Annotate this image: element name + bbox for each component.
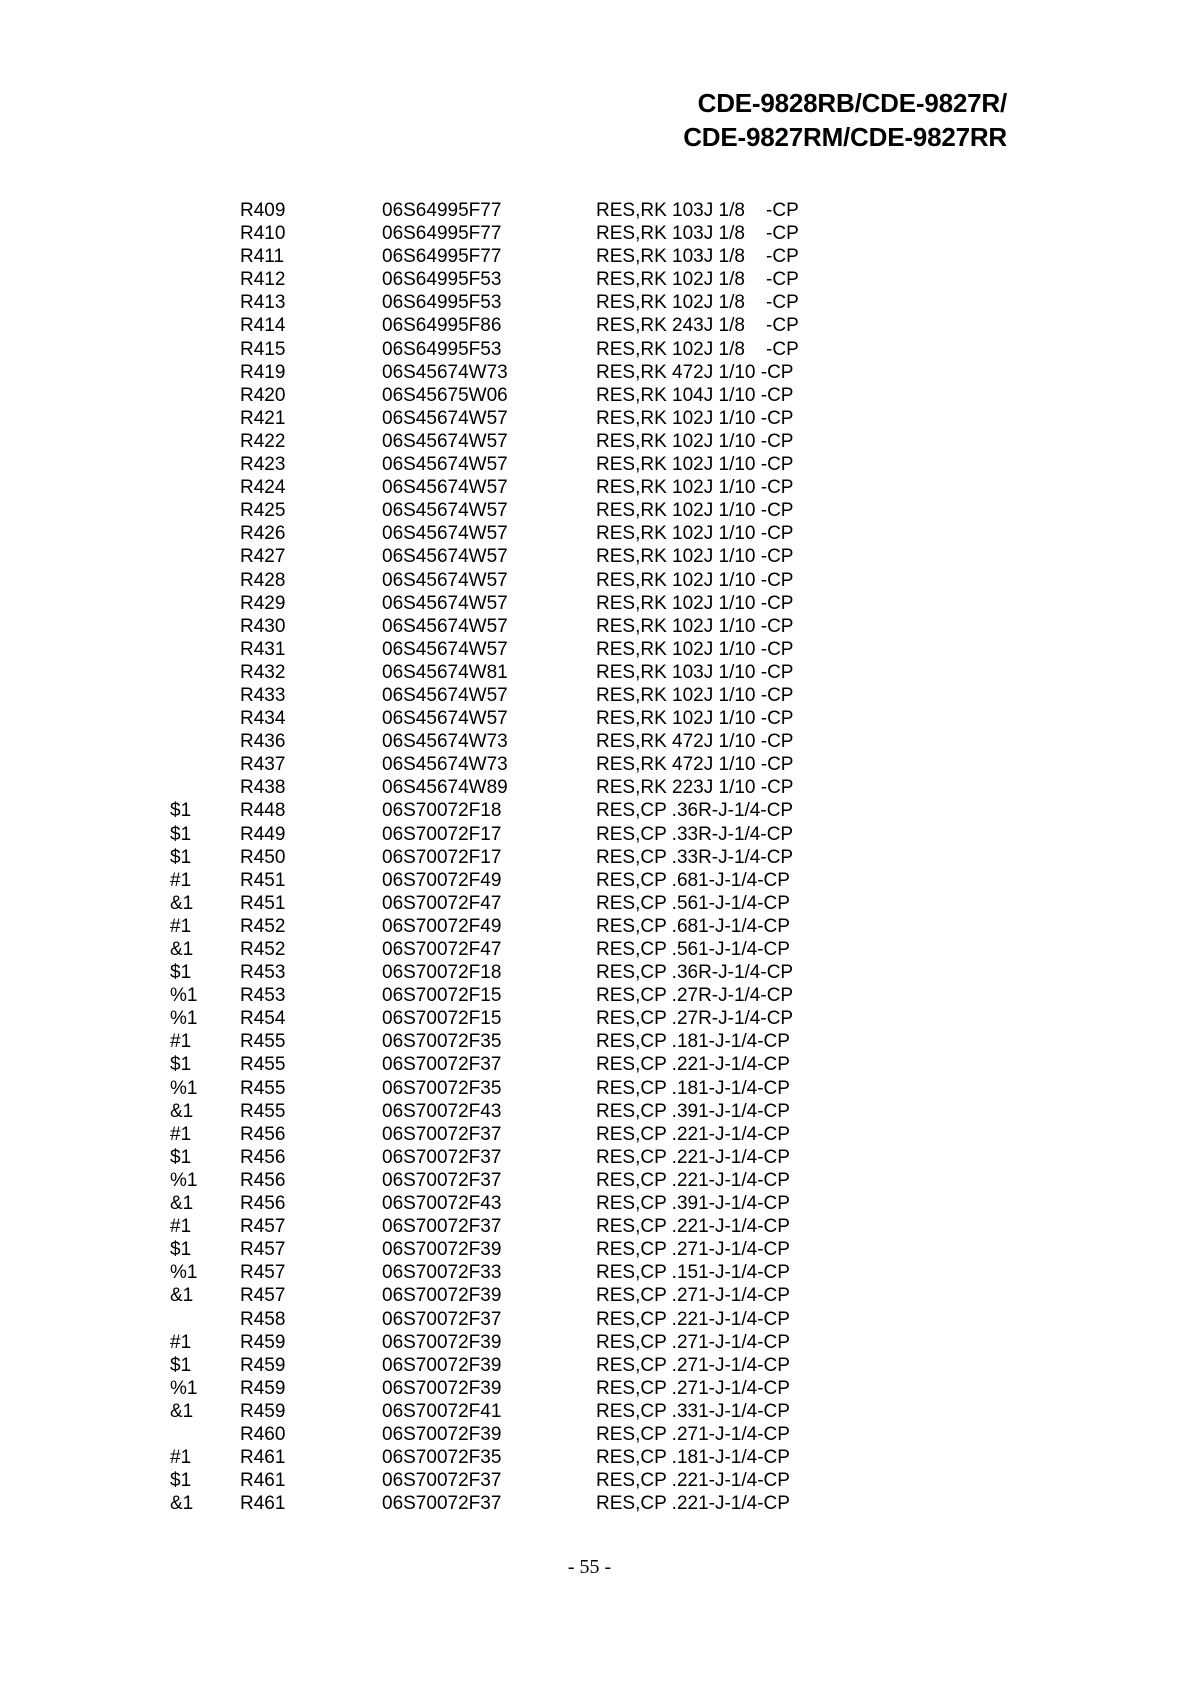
part-number: 06S45674W57 [382, 638, 508, 660]
mark-code: &1 [170, 892, 194, 914]
parts-row [0, 569, 1179, 592]
ref-designator: R451 [240, 869, 286, 891]
parts-row [0, 753, 1179, 776]
ref-designator: R457 [240, 1239, 286, 1261]
part-number: 06S70072F39 [382, 1423, 502, 1445]
ref-designator: R413 [240, 292, 286, 314]
ref-designator: R414 [240, 315, 286, 337]
parts-row [0, 361, 1179, 384]
parts-row [0, 638, 1179, 661]
part-description: RES,RK 102J 1/10 -CP [596, 523, 794, 545]
mark-code: %1 [170, 985, 198, 1007]
parts-row [0, 1423, 1179, 1446]
ref-designator: R428 [240, 569, 286, 591]
ref-designator: R456 [240, 1123, 286, 1145]
parts-row [0, 961, 1179, 984]
parts-row [0, 1331, 1179, 1354]
parts-row [0, 823, 1179, 846]
mark-code: #1 [170, 1123, 192, 1145]
part-number: 06S45674W57 [382, 454, 508, 476]
part-description: RES,CP .221-J-1/4-CP [596, 1493, 790, 1515]
part-description: RES,RK 102J 1/10 -CP [596, 546, 794, 568]
ref-designator: R449 [240, 823, 286, 845]
parts-row [0, 476, 1179, 499]
part-number: 06S70072F39 [382, 1377, 502, 1399]
parts-row [0, 1007, 1179, 1030]
parts-row [0, 707, 1179, 730]
part-description: RES,RK 102J 1/10 -CP [596, 615, 794, 637]
parts-row [0, 384, 1179, 407]
ref-designator: R459 [240, 1377, 286, 1399]
part-number: 06S45674W81 [382, 661, 508, 683]
part-number: 06S70072F41 [382, 1400, 502, 1422]
mark-code: $1 [170, 1054, 192, 1076]
ref-designator: R434 [240, 708, 286, 730]
part-description: RES,RK 102J 1/8 -CP [596, 292, 799, 314]
mark-code: %1 [170, 1077, 198, 1099]
part-description: RES,CP .221-J-1/4-CP [596, 1169, 790, 1191]
parts-row [0, 1400, 1179, 1423]
part-description: RES,RK 102J 1/10 -CP [596, 708, 794, 730]
part-number: 06S64995F77 [382, 200, 502, 221]
part-description: RES,CP .36R-J-1/4-CP [596, 800, 794, 822]
parts-row [0, 938, 1179, 961]
part-description: RES,CP .391-J-1/4-CP [596, 1100, 790, 1122]
ref-designator: R460 [240, 1423, 286, 1445]
parts-row [0, 1469, 1179, 1492]
ref-designator: R426 [240, 523, 286, 545]
mark-code: #1 [170, 1031, 192, 1053]
part-description: RES,RK 472J 1/10 -CP [596, 731, 794, 753]
ref-designator: R456 [240, 1169, 286, 1191]
part-number: 06S45674W73 [382, 754, 508, 776]
part-number: 06S64995F53 [382, 292, 502, 314]
parts-row [0, 661, 1179, 684]
parts-row [0, 1053, 1179, 1076]
mark-code: %1 [170, 1377, 198, 1399]
parts-row [0, 430, 1179, 453]
parts-row [0, 314, 1179, 337]
ref-designator: R433 [240, 684, 286, 706]
parts-row [0, 1238, 1179, 1261]
part-number: 06S70072F49 [382, 915, 502, 937]
parts-row [0, 199, 1179, 222]
parts-row [0, 730, 1179, 753]
part-description: RES,CP .33R-J-1/4-CP [596, 823, 794, 845]
part-description: RES,RK 102J 1/10 -CP [596, 684, 794, 706]
part-description: RES,CP .221-J-1/4-CP [596, 1146, 790, 1168]
mark-code: #1 [170, 1331, 192, 1353]
part-description: RES,CP .36R-J-1/4-CP [596, 962, 794, 984]
ref-designator: R450 [240, 846, 286, 868]
part-number: 06S64995F53 [382, 338, 502, 360]
part-number: 06S45674W73 [382, 361, 508, 383]
parts-row [0, 869, 1179, 892]
part-description: RES,CP .181-J-1/4-CP [596, 1077, 790, 1099]
mark-code: $1 [170, 1470, 192, 1492]
ref-designator: R457 [240, 1262, 286, 1284]
parts-row [0, 1284, 1179, 1307]
parts-row [0, 1077, 1179, 1100]
ref-designator: R420 [240, 384, 286, 406]
ref-designator: R427 [240, 546, 286, 568]
mark-code: &1 [170, 1193, 194, 1215]
document-header [683, 86, 1007, 154]
mark-code: $1 [170, 1146, 192, 1168]
ref-designator: R432 [240, 661, 286, 683]
part-number: 06S45674W89 [382, 777, 508, 799]
mark-code: %1 [170, 1169, 198, 1191]
parts-row [0, 1354, 1179, 1377]
part-description: RES,RK 103J 1/10 -CP [596, 661, 794, 683]
ref-designator: R457 [240, 1285, 286, 1307]
part-number: 06S70072F37 [382, 1169, 502, 1191]
part-number: 06S70072F47 [382, 939, 502, 960]
part-number: 06S45675W06 [382, 384, 508, 406]
parts-row [0, 1492, 1179, 1515]
parts-row [0, 915, 1179, 938]
part-description: RES,RK 102J 1/10 -CP [596, 638, 794, 660]
parts-row [0, 1146, 1179, 1169]
mark-code: &1 [170, 1285, 194, 1307]
part-number: 06S70072F33 [382, 1262, 502, 1284]
part-number: 06S45674W57 [382, 592, 508, 614]
parts-row [0, 1446, 1179, 1469]
part-number: 06S45674W57 [382, 708, 508, 730]
ref-designator: R430 [240, 615, 286, 637]
part-number: 06S45674W73 [382, 731, 508, 753]
ref-designator: R453 [240, 962, 286, 984]
ref-designator: R459 [240, 1331, 286, 1353]
parts-list [0, 199, 1179, 1515]
part-number: 06S70072F15 [382, 985, 502, 1007]
ref-designator: R419 [240, 361, 286, 383]
part-number: 06S45674W57 [382, 500, 508, 522]
mark-code: #1 [170, 1447, 192, 1469]
part-description: RES,RK 102J 1/10 -CP [596, 454, 794, 476]
parts-row [0, 1100, 1179, 1123]
part-number: 06S70072F17 [382, 823, 502, 845]
parts-row [0, 799, 1179, 822]
mark-code: $1 [170, 800, 192, 822]
part-description: RES,CP .151-J-1/4-CP [596, 1262, 790, 1284]
ref-designator: R437 [240, 754, 286, 776]
mark-code: #1 [170, 869, 192, 891]
mark-code: $1 [170, 823, 192, 845]
part-description: RES,RK 104J 1/10 -CP [596, 384, 794, 406]
part-description: RES,RK 472J 1/10 -CP [596, 754, 794, 776]
part-description: RES,RK 102J 1/8 -CP [596, 269, 799, 291]
part-description: RES,RK 223J 1/10 -CP [596, 777, 794, 799]
ref-designator: R457 [240, 1216, 286, 1238]
part-description: RES,CP .561-J-1/4-CP [596, 892, 790, 914]
part-description: RES,CP .271-J-1/4-CP [596, 1239, 790, 1261]
parts-row [0, 407, 1179, 430]
part-description: RES,CP .681-J-1/4-CP [596, 915, 790, 937]
parts-row [0, 499, 1179, 522]
ref-designator: R415 [240, 338, 286, 360]
part-number: 06S64995F86 [382, 315, 502, 337]
ref-designator: R448 [240, 800, 286, 822]
ref-designator: R429 [240, 592, 286, 614]
ref-designator: R436 [240, 731, 286, 753]
part-description: RES,CP .391-J-1/4-CP [596, 1193, 790, 1215]
part-description: RES,RK 102J 1/10 -CP [596, 407, 794, 429]
part-number: 06S70072F49 [382, 869, 502, 891]
parts-row [0, 846, 1179, 869]
mark-code: $1 [170, 1239, 192, 1261]
part-number: 06S70072F17 [382, 846, 502, 868]
mark-code: &1 [170, 1400, 194, 1422]
part-description: RES,RK 103J 1/8 -CP [596, 246, 799, 268]
ref-designator: R461 [240, 1470, 286, 1492]
part-number: 06S70072F39 [382, 1354, 502, 1376]
part-description: RES,RK 102J 1/10 -CP [596, 430, 794, 452]
part-description: RES,CP .561-J-1/4-CP [596, 939, 790, 960]
model-title-line-1: CDE-9828RB/CDE-9827R/ [697, 88, 1007, 118]
part-description: RES,CP .271-J-1/4-CP [596, 1285, 790, 1307]
parts-row [0, 222, 1179, 245]
parts-row [0, 522, 1179, 545]
ref-designator: R455 [240, 1054, 286, 1076]
ref-designator: R424 [240, 477, 286, 499]
part-number: 06S70072F18 [382, 962, 502, 984]
part-number: 06S70072F43 [382, 1193, 502, 1215]
model-title-line-2: CDE-9827RM/CDE-9827RR [683, 122, 1007, 152]
ref-designator: R456 [240, 1193, 286, 1215]
ref-designator: R425 [240, 500, 286, 522]
part-number: 06S64995F77 [382, 246, 502, 268]
parts-row [0, 1308, 1179, 1331]
part-number: 06S45674W57 [382, 615, 508, 637]
ref-designator: R422 [240, 430, 286, 452]
ref-designator: R409 [240, 200, 286, 221]
part-number: 06S70072F37 [382, 1054, 502, 1076]
part-number: 06S70072F37 [382, 1493, 502, 1515]
part-description: RES,RK 102J 1/10 -CP [596, 500, 794, 522]
part-number: 06S45674W57 [382, 684, 508, 706]
mark-code: &1 [170, 1100, 194, 1122]
ref-designator: R421 [240, 407, 286, 429]
part-number: 06S70072F47 [382, 892, 502, 914]
parts-row [0, 615, 1179, 638]
part-description: RES,CP .271-J-1/4-CP [596, 1423, 790, 1445]
part-number: 06S70072F35 [382, 1447, 502, 1469]
parts-row [0, 892, 1179, 915]
part-description: RES,CP .221-J-1/4-CP [596, 1216, 790, 1238]
ref-designator: R455 [240, 1077, 286, 1099]
part-description: RES,CP .681-J-1/4-CP [596, 869, 790, 891]
ref-designator: R452 [240, 939, 286, 960]
ref-designator: R431 [240, 638, 286, 660]
mark-code: &1 [170, 939, 194, 960]
part-number: 06S45674W57 [382, 407, 508, 429]
part-number: 06S70072F39 [382, 1285, 502, 1307]
ref-designator: R453 [240, 985, 286, 1007]
ref-designator: R438 [240, 777, 286, 799]
ref-designator: R455 [240, 1100, 286, 1122]
part-number: 06S64995F77 [382, 223, 502, 245]
part-description: RES,CP .221-J-1/4-CP [596, 1470, 790, 1492]
part-number: 06S45674W57 [382, 523, 508, 545]
mark-code: #1 [170, 915, 192, 937]
parts-row [0, 545, 1179, 568]
mark-code: $1 [170, 962, 192, 984]
part-description: RES,CP .221-J-1/4-CP [596, 1308, 790, 1330]
part-number: 06S70072F39 [382, 1239, 502, 1261]
part-description: RES,CP .221-J-1/4-CP [596, 1054, 790, 1076]
part-number: 06S70072F15 [382, 1008, 502, 1030]
part-description: RES,CP .221-J-1/4-CP [596, 1123, 790, 1145]
parts-row [0, 684, 1179, 707]
ref-designator: R459 [240, 1354, 286, 1376]
part-description: RES,CP .33R-J-1/4-CP [596, 846, 794, 868]
ref-designator: R456 [240, 1146, 286, 1168]
part-number: 06S70072F35 [382, 1031, 502, 1053]
ref-designator: R461 [240, 1493, 286, 1515]
ref-designator: R454 [240, 1008, 286, 1030]
parts-row [0, 592, 1179, 615]
part-number: 06S70072F37 [382, 1308, 502, 1330]
part-number: 06S64995F53 [382, 269, 502, 291]
parts-row [0, 1169, 1179, 1192]
part-description: RES,CP .331-J-1/4-CP [596, 1400, 790, 1422]
part-number: 06S45674W57 [382, 477, 508, 499]
ref-designator: R459 [240, 1400, 286, 1422]
parts-row [0, 268, 1179, 291]
ref-designator: R455 [240, 1031, 286, 1053]
part-number: 06S70072F43 [382, 1100, 502, 1122]
part-number: 06S70072F37 [382, 1146, 502, 1168]
page-number: - 55 - [567, 1556, 612, 1578]
part-description: RES,RK 102J 1/8 -CP [596, 338, 799, 360]
ref-designator: R423 [240, 454, 286, 476]
part-description: RES,CP .181-J-1/4-CP [596, 1031, 790, 1053]
parts-row [0, 1215, 1179, 1238]
part-description: RES,CP .181-J-1/4-CP [596, 1447, 790, 1469]
part-description: RES,RK 102J 1/10 -CP [596, 477, 794, 499]
part-number: 06S70072F37 [382, 1123, 502, 1145]
part-number: 06S70072F35 [382, 1077, 502, 1099]
parts-row [0, 291, 1179, 314]
part-description: RES,CP .271-J-1/4-CP [596, 1354, 790, 1376]
mark-code: $1 [170, 1354, 192, 1376]
parts-row [0, 776, 1179, 799]
part-number: 06S45674W57 [382, 430, 508, 452]
mark-code: &1 [170, 1493, 194, 1515]
part-number: 06S45674W57 [382, 569, 508, 591]
parts-row [0, 245, 1179, 268]
mark-code: %1 [170, 1262, 198, 1284]
parts-row [0, 984, 1179, 1007]
ref-designator: R411 [240, 246, 285, 268]
mark-code: %1 [170, 1008, 198, 1030]
part-number: 06S45674W57 [382, 546, 508, 568]
part-number: 06S70072F39 [382, 1331, 502, 1353]
parts-row [0, 338, 1179, 361]
part-description: RES,CP .27R-J-1/4-CP [596, 1008, 794, 1030]
part-description: RES,RK 102J 1/10 -CP [596, 569, 794, 591]
part-number: 06S70072F18 [382, 800, 502, 822]
part-description: RES,CP .27R-J-1/4-CP [596, 985, 794, 1007]
ref-designator: R412 [240, 269, 286, 291]
part-description: RES,RK 103J 1/8 -CP [596, 223, 799, 245]
ref-designator: R410 [240, 223, 286, 245]
ref-designator: R451 [240, 892, 286, 914]
ref-designator: R458 [240, 1308, 286, 1330]
part-description: RES,RK 472J 1/10 -CP [596, 361, 794, 383]
part-description: RES,CP .271-J-1/4-CP [596, 1331, 790, 1353]
part-description: RES,RK 243J 1/8 -CP [596, 315, 799, 337]
part-description: RES,CP .271-J-1/4-CP [596, 1377, 790, 1399]
part-number: 06S70072F37 [382, 1470, 502, 1492]
part-description: RES,RK 103J 1/8 -CP [596, 200, 799, 221]
part-number: 06S70072F37 [382, 1216, 502, 1238]
ref-designator: R452 [240, 915, 286, 937]
parts-row [0, 453, 1179, 476]
parts-row [0, 1030, 1179, 1053]
mark-code: $1 [170, 846, 192, 868]
mark-code: #1 [170, 1216, 192, 1238]
parts-row [0, 1377, 1179, 1400]
part-description: RES,RK 102J 1/10 -CP [596, 592, 794, 614]
parts-row [0, 1261, 1179, 1284]
parts-row [0, 1192, 1179, 1215]
parts-row [0, 1123, 1179, 1146]
ref-designator: R461 [240, 1447, 286, 1469]
